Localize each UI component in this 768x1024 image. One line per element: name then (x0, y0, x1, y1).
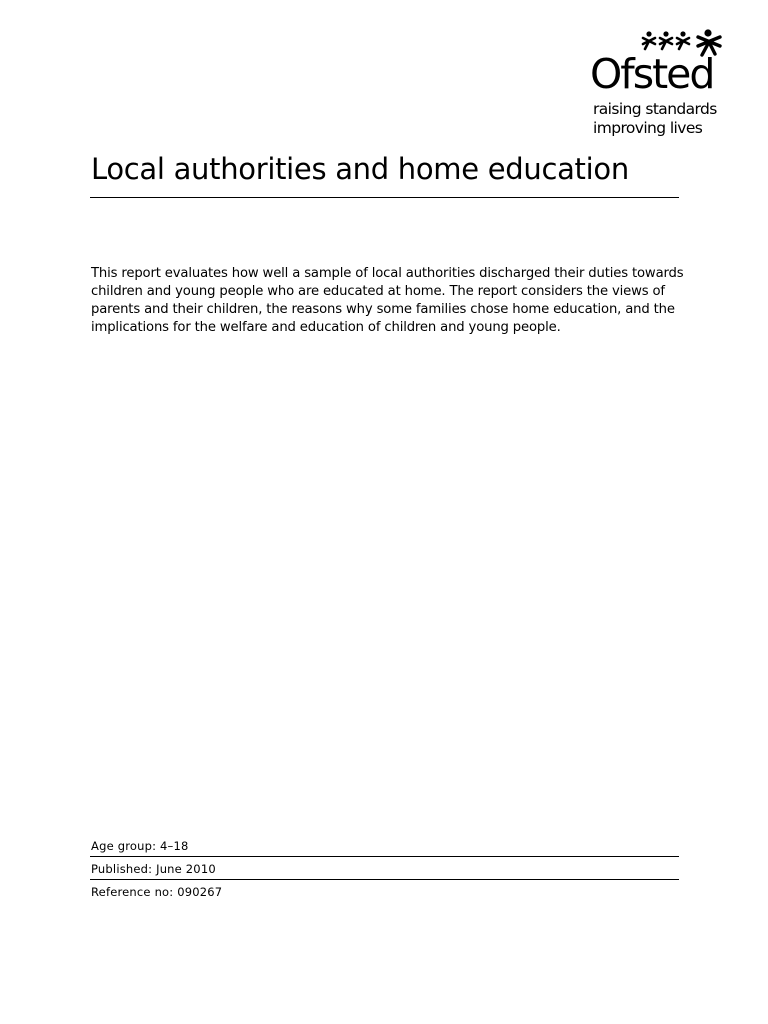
logo-tagline-1: raising standards (593, 100, 717, 118)
meta-divider-2 (90, 879, 679, 880)
age-group-label: Age group: 4–18 (91, 839, 189, 853)
meta-divider-1 (90, 856, 679, 857)
title-divider (90, 197, 679, 198)
summary-paragraph: This report evaluates how well a sample of local authorities discharged their duties towards children and young people who are educated at home. The report considers the views of parents and their children, the reasons why some families chose home education, and the implications for the welfare and education of children and young people. (91, 266, 684, 335)
reference-label: Reference no: 090267 (91, 885, 223, 899)
document-title: Local authorities and home education (91, 152, 629, 186)
logo-wordmark: Ofsted (590, 50, 714, 98)
logo-tagline-2: improving lives (593, 119, 703, 137)
ofsted-logo (588, 28, 738, 140)
published-label: Published: June 2010 (91, 862, 216, 876)
